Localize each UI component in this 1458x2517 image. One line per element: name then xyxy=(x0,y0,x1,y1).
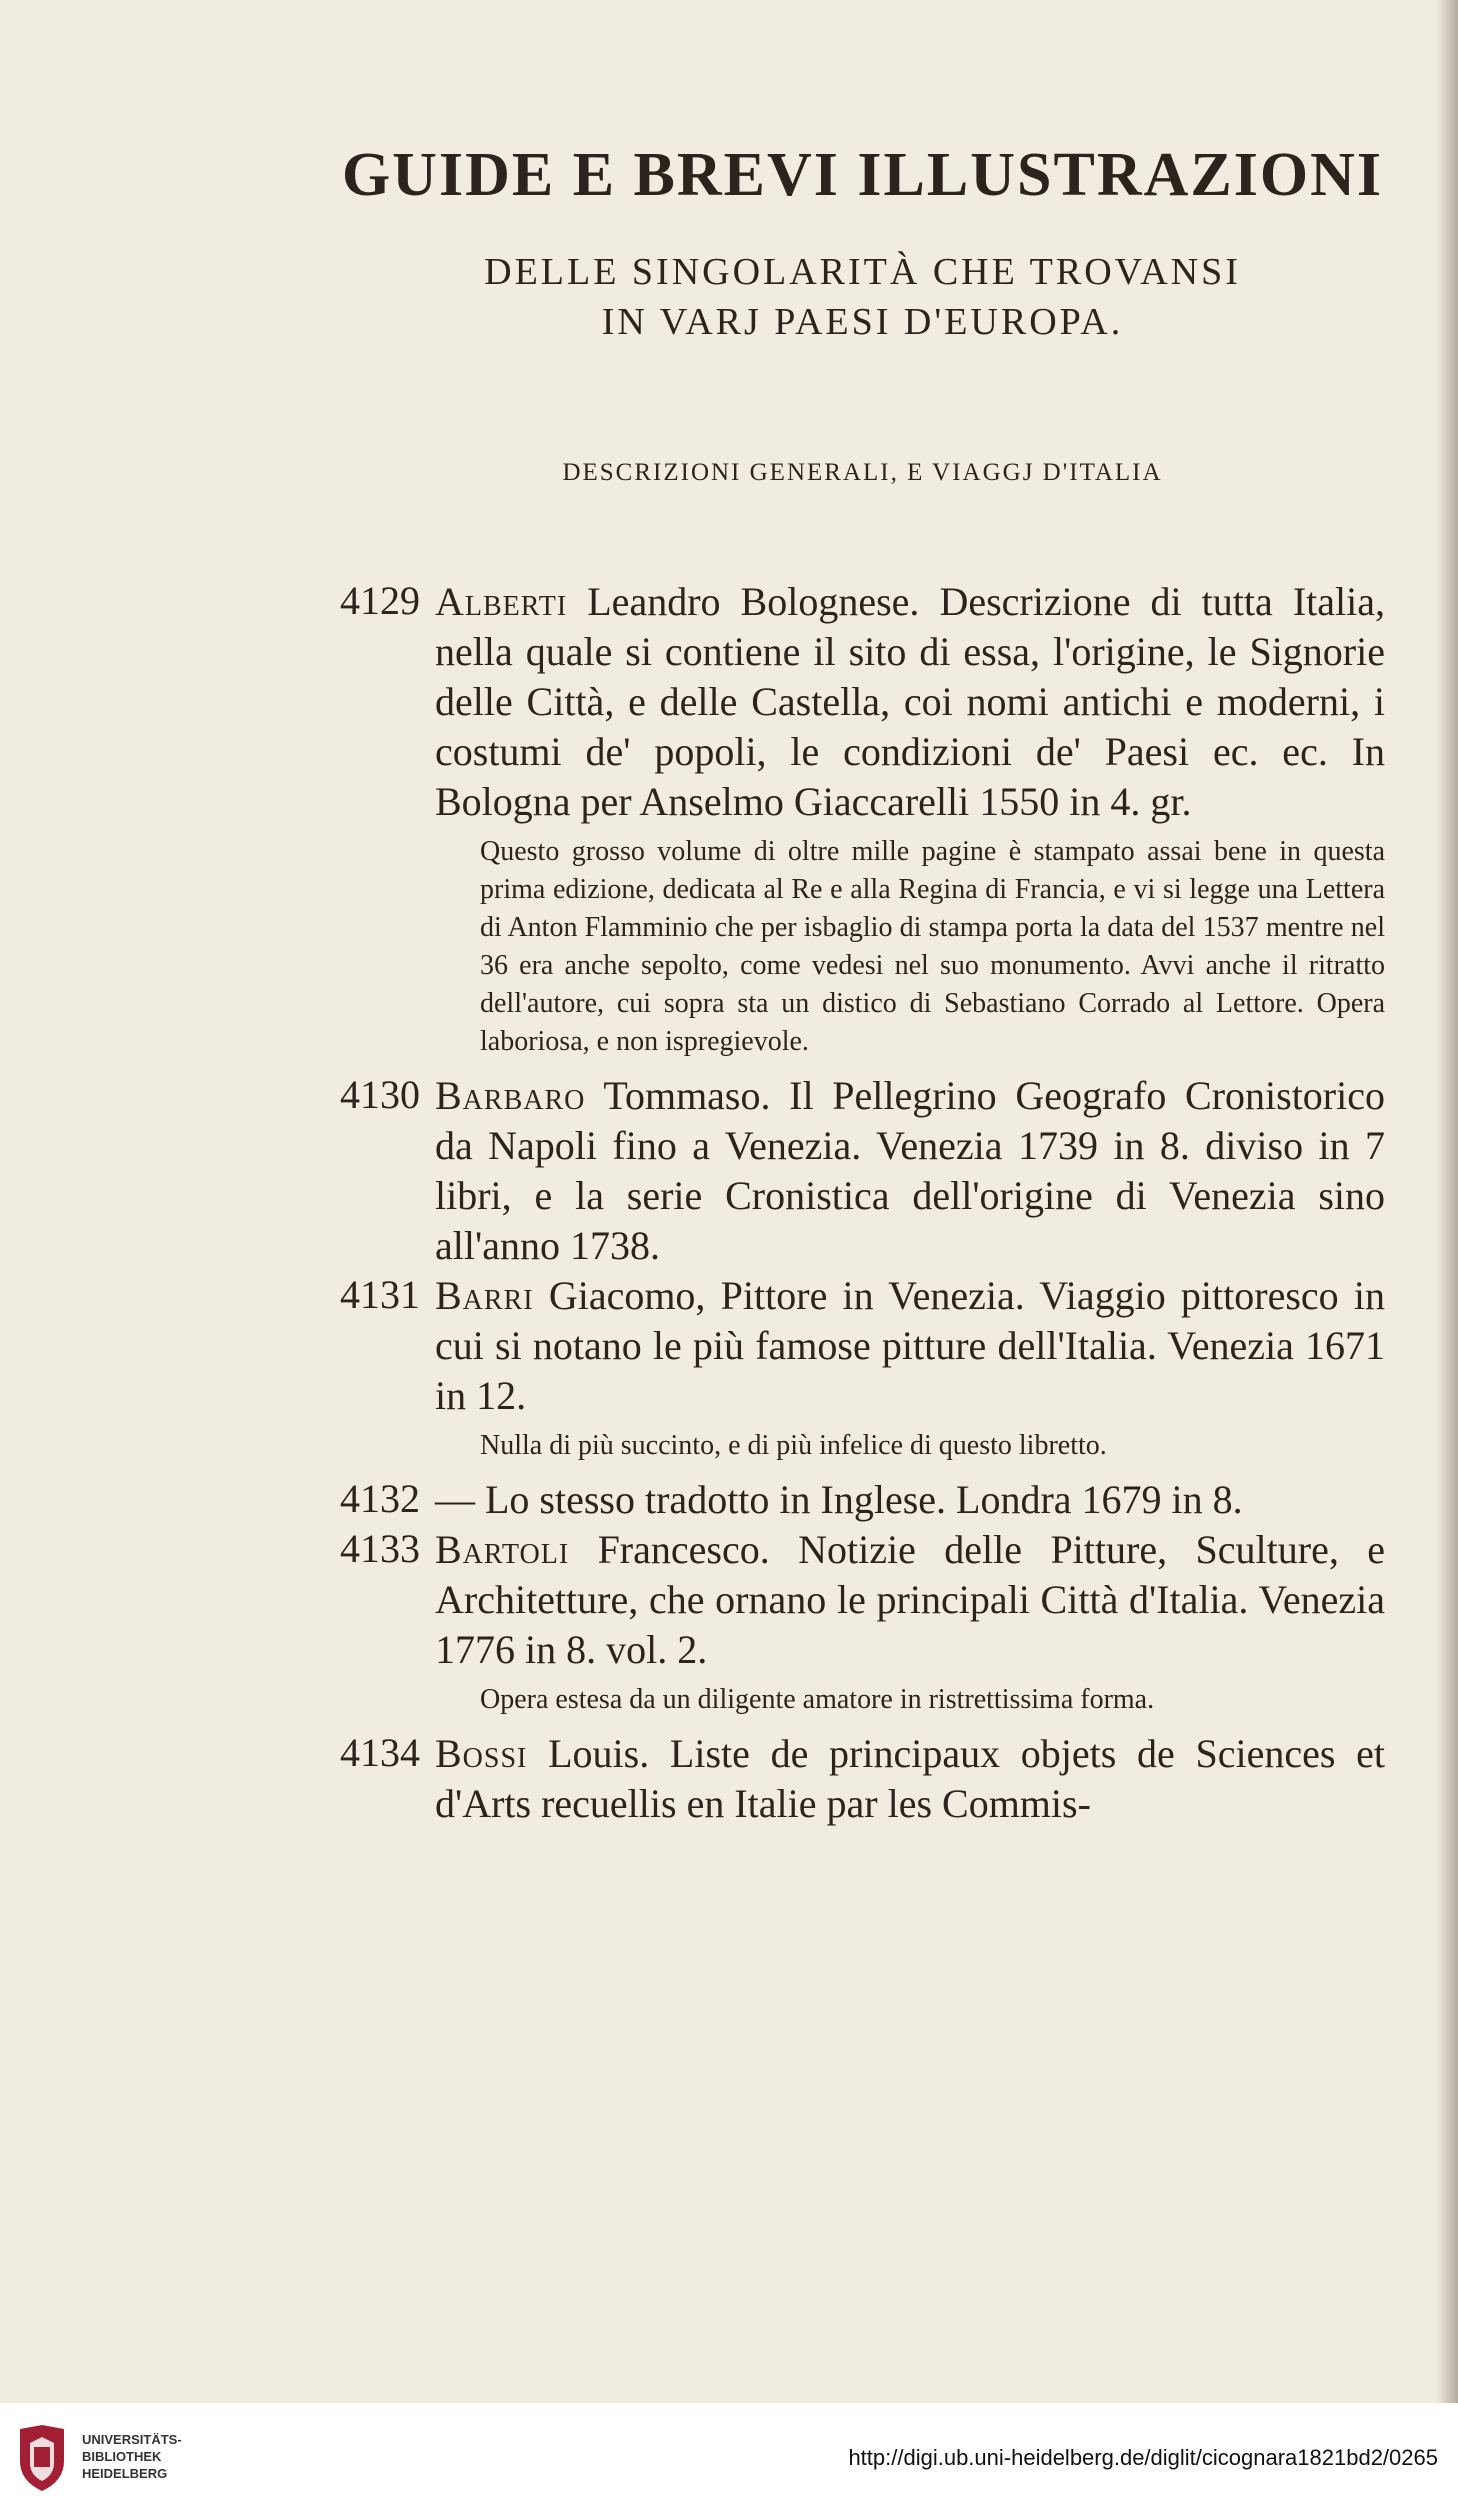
subtitle-line-2: IN VARJ PAESI D'EUROPA. xyxy=(601,301,1124,343)
page-edge-shadow xyxy=(1436,0,1458,2403)
catalog-entry xyxy=(340,1271,1385,1465)
catalog-entry xyxy=(340,1729,1385,1829)
entry-number: 4131 xyxy=(340,1272,420,1317)
entry-text xyxy=(435,1729,1385,1829)
entry-text xyxy=(435,1525,1385,1675)
catalog-entries xyxy=(340,577,1385,1829)
catalog-entry xyxy=(340,1071,1385,1271)
entry-description: Louis. Liste de principaux objets de Sciences et d'Arts recuellis en Italie par les Commis- xyxy=(435,1731,1385,1826)
entry-text xyxy=(435,1071,1385,1271)
entry-author: Barbaro xyxy=(435,1073,586,1118)
entry-number: 4133 xyxy=(340,1526,420,1571)
entry-number: 4130 xyxy=(340,1072,420,1117)
entry-author: Barri xyxy=(435,1273,534,1318)
entry-description: Giacomo, Pittore in Venezia. Viaggio pittoresco in cui si notano le più famose pitture dell'Italia. Venezia 1671 in 12. xyxy=(435,1273,1386,1418)
entry-text xyxy=(435,577,1385,827)
page-subtitle xyxy=(340,247,1385,347)
page-title: GUIDE E BREVI ILLUSTRAZIONI xyxy=(341,141,1384,209)
entry-description: Leandro Bolognese. Descrizione di tutta Italia, nella quale si contiene il sito di essa, l'origine, le Signorie delle Città, e delle Castella, coi nomi antichi e moderni, i costumi de' popoli, le condizioni de' Paesi ec. ec. In Bologna per Anselmo Giaccarelli 1550 in 4. gr. xyxy=(435,579,1385,824)
catalog-entry xyxy=(340,1475,1385,1525)
entry-author: Bartoli xyxy=(435,1527,570,1572)
section-heading: DESCRIZIONI GENERALI, E VIAGGJ D'ITALIA xyxy=(562,459,1163,486)
page-content xyxy=(340,140,1385,1829)
entry-number: 4132 xyxy=(340,1476,420,1521)
entry-note: Opera estesa da un diligente amatore in ristrettissima forma. xyxy=(480,1684,1155,1715)
entry-text xyxy=(435,1475,1385,1525)
entry-description: — Lo stesso tradotto in Inglese. Londra 1679 in 8. xyxy=(435,1477,1243,1522)
entry-description: Tommaso. Il Pellegrino Geografo Cronistorico da Napoli fino a Venezia. Venezia 1739 in 8. diviso in 7 libri, e la serie Cronistica dell'origine di Venezia sino all'anno 1738. xyxy=(435,1073,1385,1268)
entry-number: 4129 xyxy=(340,578,420,623)
entry-author: Bossi xyxy=(435,1731,528,1776)
entry-number: 4134 xyxy=(340,1730,420,1775)
entry-note: Questo grosso volume di oltre mille pagine è stampato assai bene in questa prima edizione, dedicata al Re e alla Regina di Francia, e vi si legge una Lettera di Anton Flamminio che per isbaglio di stampa porta la data del 1537 mentre nel 36 era anche sepolto, come vedesi nel suo monumento. Avvi anche il ritratto dell'autore, cui sopra sta un distico di Sebastiano Corrado al Lettore. Opera laboriosa, e non ispregievole. xyxy=(480,836,1385,1057)
library-name xyxy=(82,2431,182,2482)
library-name-line-1: UNIVERSITÄTS- xyxy=(82,2432,182,2447)
entry-text xyxy=(435,1271,1385,1421)
catalog-entry xyxy=(340,577,1385,1061)
library-name-line-3: HEIDELBERG xyxy=(82,2466,168,2481)
university-library-logo-icon[interactable] xyxy=(12,2423,72,2493)
catalog-entry xyxy=(340,1525,1385,1719)
entry-note: Nulla di più succinto, e di più infelice di questo libretto. xyxy=(480,1430,1107,1461)
viewer-footer xyxy=(0,2403,1458,2517)
permalink-url[interactable]: http://digi.ub.uni-heidelberg.de/diglit/cicognara1821bd2/0265 xyxy=(848,2445,1438,2470)
subtitle-line-1: DELLE SINGOLARITÀ CHE TROVANSI xyxy=(484,251,1241,293)
entry-description: Francesco. Notizie delle Pitture, Sculture, e Architetture, che ornano le principali Città d'Italia. Venezia 1776 in 8. vol. 2. xyxy=(435,1527,1385,1672)
library-name-line-2: BIBLIOTHEK xyxy=(82,2449,162,2464)
entry-author: Alberti xyxy=(435,579,568,624)
